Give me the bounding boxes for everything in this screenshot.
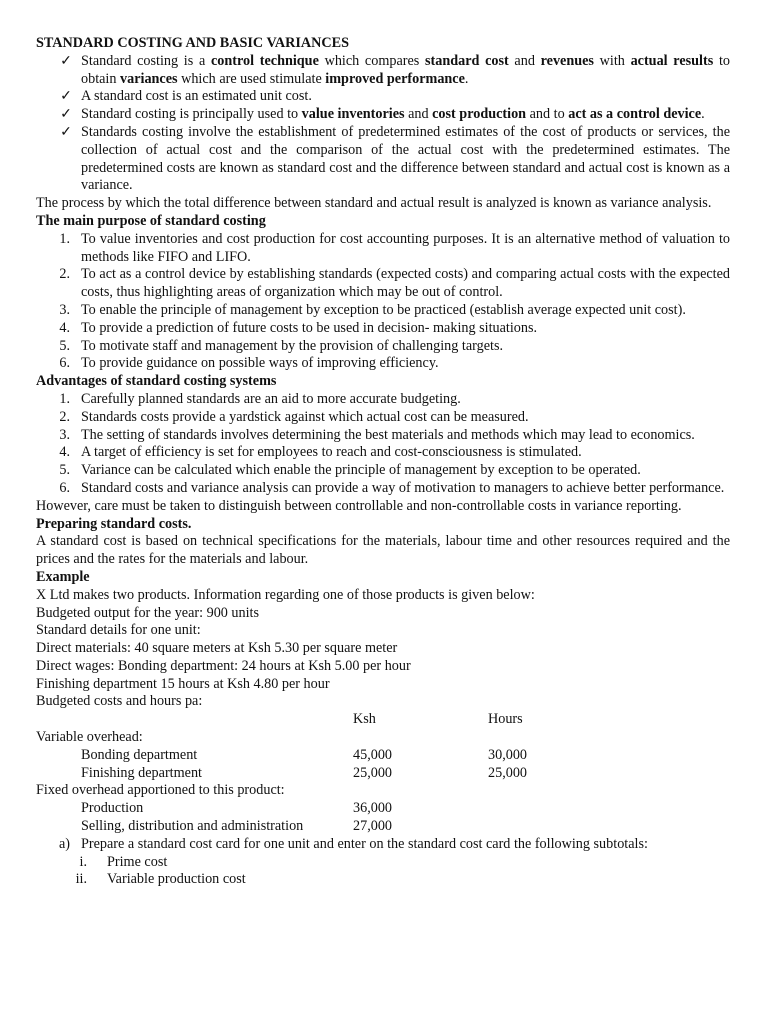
list-item — [36, 355, 730, 373]
list-item-text: Variance can be calculated which enable the principle of management by exception to be operated. — [81, 462, 641, 479]
advantages-list — [36, 391, 730, 498]
question-text: Prepare a standard cost card for one unit and enter on the standard cost card the following subtotals: — [81, 835, 648, 852]
row-label: Production — [81, 800, 144, 817]
check-mark-icon: ✓ — [60, 123, 72, 140]
advantages-heading: Advantages of standard costing systems — [36, 373, 277, 390]
table-row — [36, 818, 730, 836]
bullet-item — [36, 53, 730, 89]
subitem-text: Prime cost — [107, 853, 168, 870]
list-item-number: 3. — [59, 301, 70, 318]
list-item-number: 2. — [59, 408, 70, 425]
row-hours: 25,000 — [488, 764, 528, 781]
list-item-text: Standards costs provide a yardstick against which actual cost can be measured. — [81, 408, 529, 425]
list-item — [36, 409, 730, 427]
list-item-text: Standard costs and variance analysis can provide a way of motivation to managers to achieve better performance. — [81, 479, 725, 496]
row-ksh: 45,000 — [353, 746, 393, 763]
budget-table-header — [36, 711, 730, 729]
bullet-text: Standard costing is principally used to value inventories and cost production and to act as a control device. — [81, 106, 705, 123]
variance-analysis-paragraph: The process by which the total difference between standard and actual result is analyzed is known as variance analysis. — [36, 195, 712, 212]
example-line: X Ltd makes two products. Information regarding one of those products is given below: — [36, 586, 535, 603]
check-mark-icon: ✓ — [60, 88, 72, 105]
document-title: STANDARD COSTING AND BASIC VARIANCES — [36, 35, 349, 51]
list-item-text: To provide a prediction of future costs to be used in decision- making situations. — [81, 319, 538, 336]
row-ksh: 36,000 — [353, 800, 393, 817]
list-item-number: 1. — [59, 230, 70, 247]
list-item-number: 4. — [59, 444, 70, 461]
list-item-text: A target of efficiency is set for employees to reach and cost-consciousness is stimulated. — [81, 444, 582, 461]
question-subitem — [36, 854, 730, 872]
bullet-text: Standards costing involve the establishment of predetermined estimates of the cost of products or services, the collection of actual cost and the comparison of the actual cost with the predetermined estimates. The predetermined costs are known as standard cost and the difference between standard and actual cost is known as a variance. — [81, 123, 730, 194]
example-line: Budgeted costs and hours pa: — [36, 693, 203, 710]
row-ksh: 27,000 — [353, 818, 393, 835]
question-subitem — [36, 871, 730, 889]
list-item-number: 3. — [59, 426, 70, 443]
col-header-hours: Hours — [488, 711, 523, 728]
intro-bullet-list — [36, 53, 730, 195]
example-line: Finishing department 15 hours at Ksh 4.80 per hour — [36, 675, 330, 692]
col-header-ksh: Ksh — [353, 711, 376, 728]
list-item — [36, 462, 730, 480]
list-item — [36, 266, 730, 302]
check-mark-icon: ✓ — [60, 52, 72, 69]
bullet-item — [36, 88, 730, 106]
list-item — [36, 231, 730, 267]
example-line: Direct materials: 40 square meters at Ksh 5.30 per square meter — [36, 640, 398, 657]
example-line: Budgeted output for the year: 900 units — [36, 604, 260, 621]
row-label: Selling, distribution and administration — [81, 818, 304, 835]
list-item-text: To value inventories and cost production for cost accounting purposes. It is an alternative method of valuation to methods like FIFO and LIFO. — [81, 230, 730, 265]
purpose-heading: The main purpose of standard costing — [36, 212, 266, 229]
fixed-overhead-label: Fixed overhead apportioned to this product: — [36, 782, 285, 799]
list-item — [36, 480, 730, 498]
table-row — [36, 765, 730, 783]
list-item-text: To motivate staff and management by the provision of challenging targets. — [81, 337, 504, 354]
list-item-number: 4. — [59, 319, 70, 336]
check-mark-icon: ✓ — [60, 106, 72, 123]
bullet-item — [36, 124, 730, 195]
list-item-number: 6. — [59, 479, 70, 496]
list-item — [36, 427, 730, 445]
list-item — [36, 391, 730, 409]
example-line: Standard details for one unit: — [36, 622, 201, 639]
list-item-number: 2. — [59, 266, 70, 283]
preparing-paragraph: A standard cost is based on technical specifications for the materials, labour time and other resources required and the prices and the rates for the materials and labour. — [36, 533, 730, 568]
table-row — [36, 800, 730, 818]
list-item-text: To provide guidance on possible ways of improving efficiency. — [81, 355, 439, 372]
table-row — [36, 747, 730, 765]
row-label: Bonding department — [81, 746, 198, 763]
subitem-text: Variable production cost — [107, 871, 246, 888]
list-item — [36, 338, 730, 356]
bullet-item — [36, 106, 730, 124]
example-heading: Example — [36, 568, 90, 585]
bullet-text: A standard cost is an estimated unit cost. — [81, 88, 312, 105]
question-item — [36, 836, 730, 854]
preparing-heading: Preparing standard costs. — [36, 515, 192, 532]
list-item-number: 5. — [59, 337, 70, 354]
row-hours: 30,000 — [488, 746, 528, 763]
list-item-text: To enable the principle of management by exception to be practiced (establish average expected unit cost). — [81, 301, 686, 318]
subitem-marker: ii. — [75, 871, 87, 888]
list-item-number: 1. — [59, 390, 70, 407]
purpose-list — [36, 231, 730, 373]
however-paragraph: However, care must be taken to distinguish between controllable and non-controllable costs in variance reporting. — [36, 497, 682, 514]
list-item-number: 5. — [59, 462, 70, 479]
list-item — [36, 320, 730, 338]
question-marker: a) — [58, 835, 70, 852]
list-item-text: The setting of standards involves determining the best materials and methods which may lead to economics. — [81, 426, 695, 443]
row-label: Finishing department — [81, 764, 202, 781]
list-item — [36, 444, 730, 462]
list-item — [36, 302, 730, 320]
variable-overhead-label: Variable overhead: — [36, 729, 143, 746]
row-ksh: 25,000 — [353, 764, 393, 781]
list-item-text: To act as a control device by establishing standards (expected costs) and comparing actual costs with the expected costs, thus highlighting areas of organization which may be out of control. — [81, 266, 730, 301]
list-item-text: Carefully planned standards are an aid to more accurate budgeting. — [81, 390, 461, 407]
subitem-marker: i. — [79, 853, 87, 870]
list-item-number: 6. — [59, 355, 70, 372]
example-line: Direct wages: Bonding department: 24 hours at Ksh 5.00 per hour — [36, 657, 411, 674]
bullet-text: Standard costing is a control technique which compares standard cost and revenues with actual results to obtain variances which are used stimulate improved performance. — [81, 52, 730, 87]
budget-table — [36, 711, 730, 836]
